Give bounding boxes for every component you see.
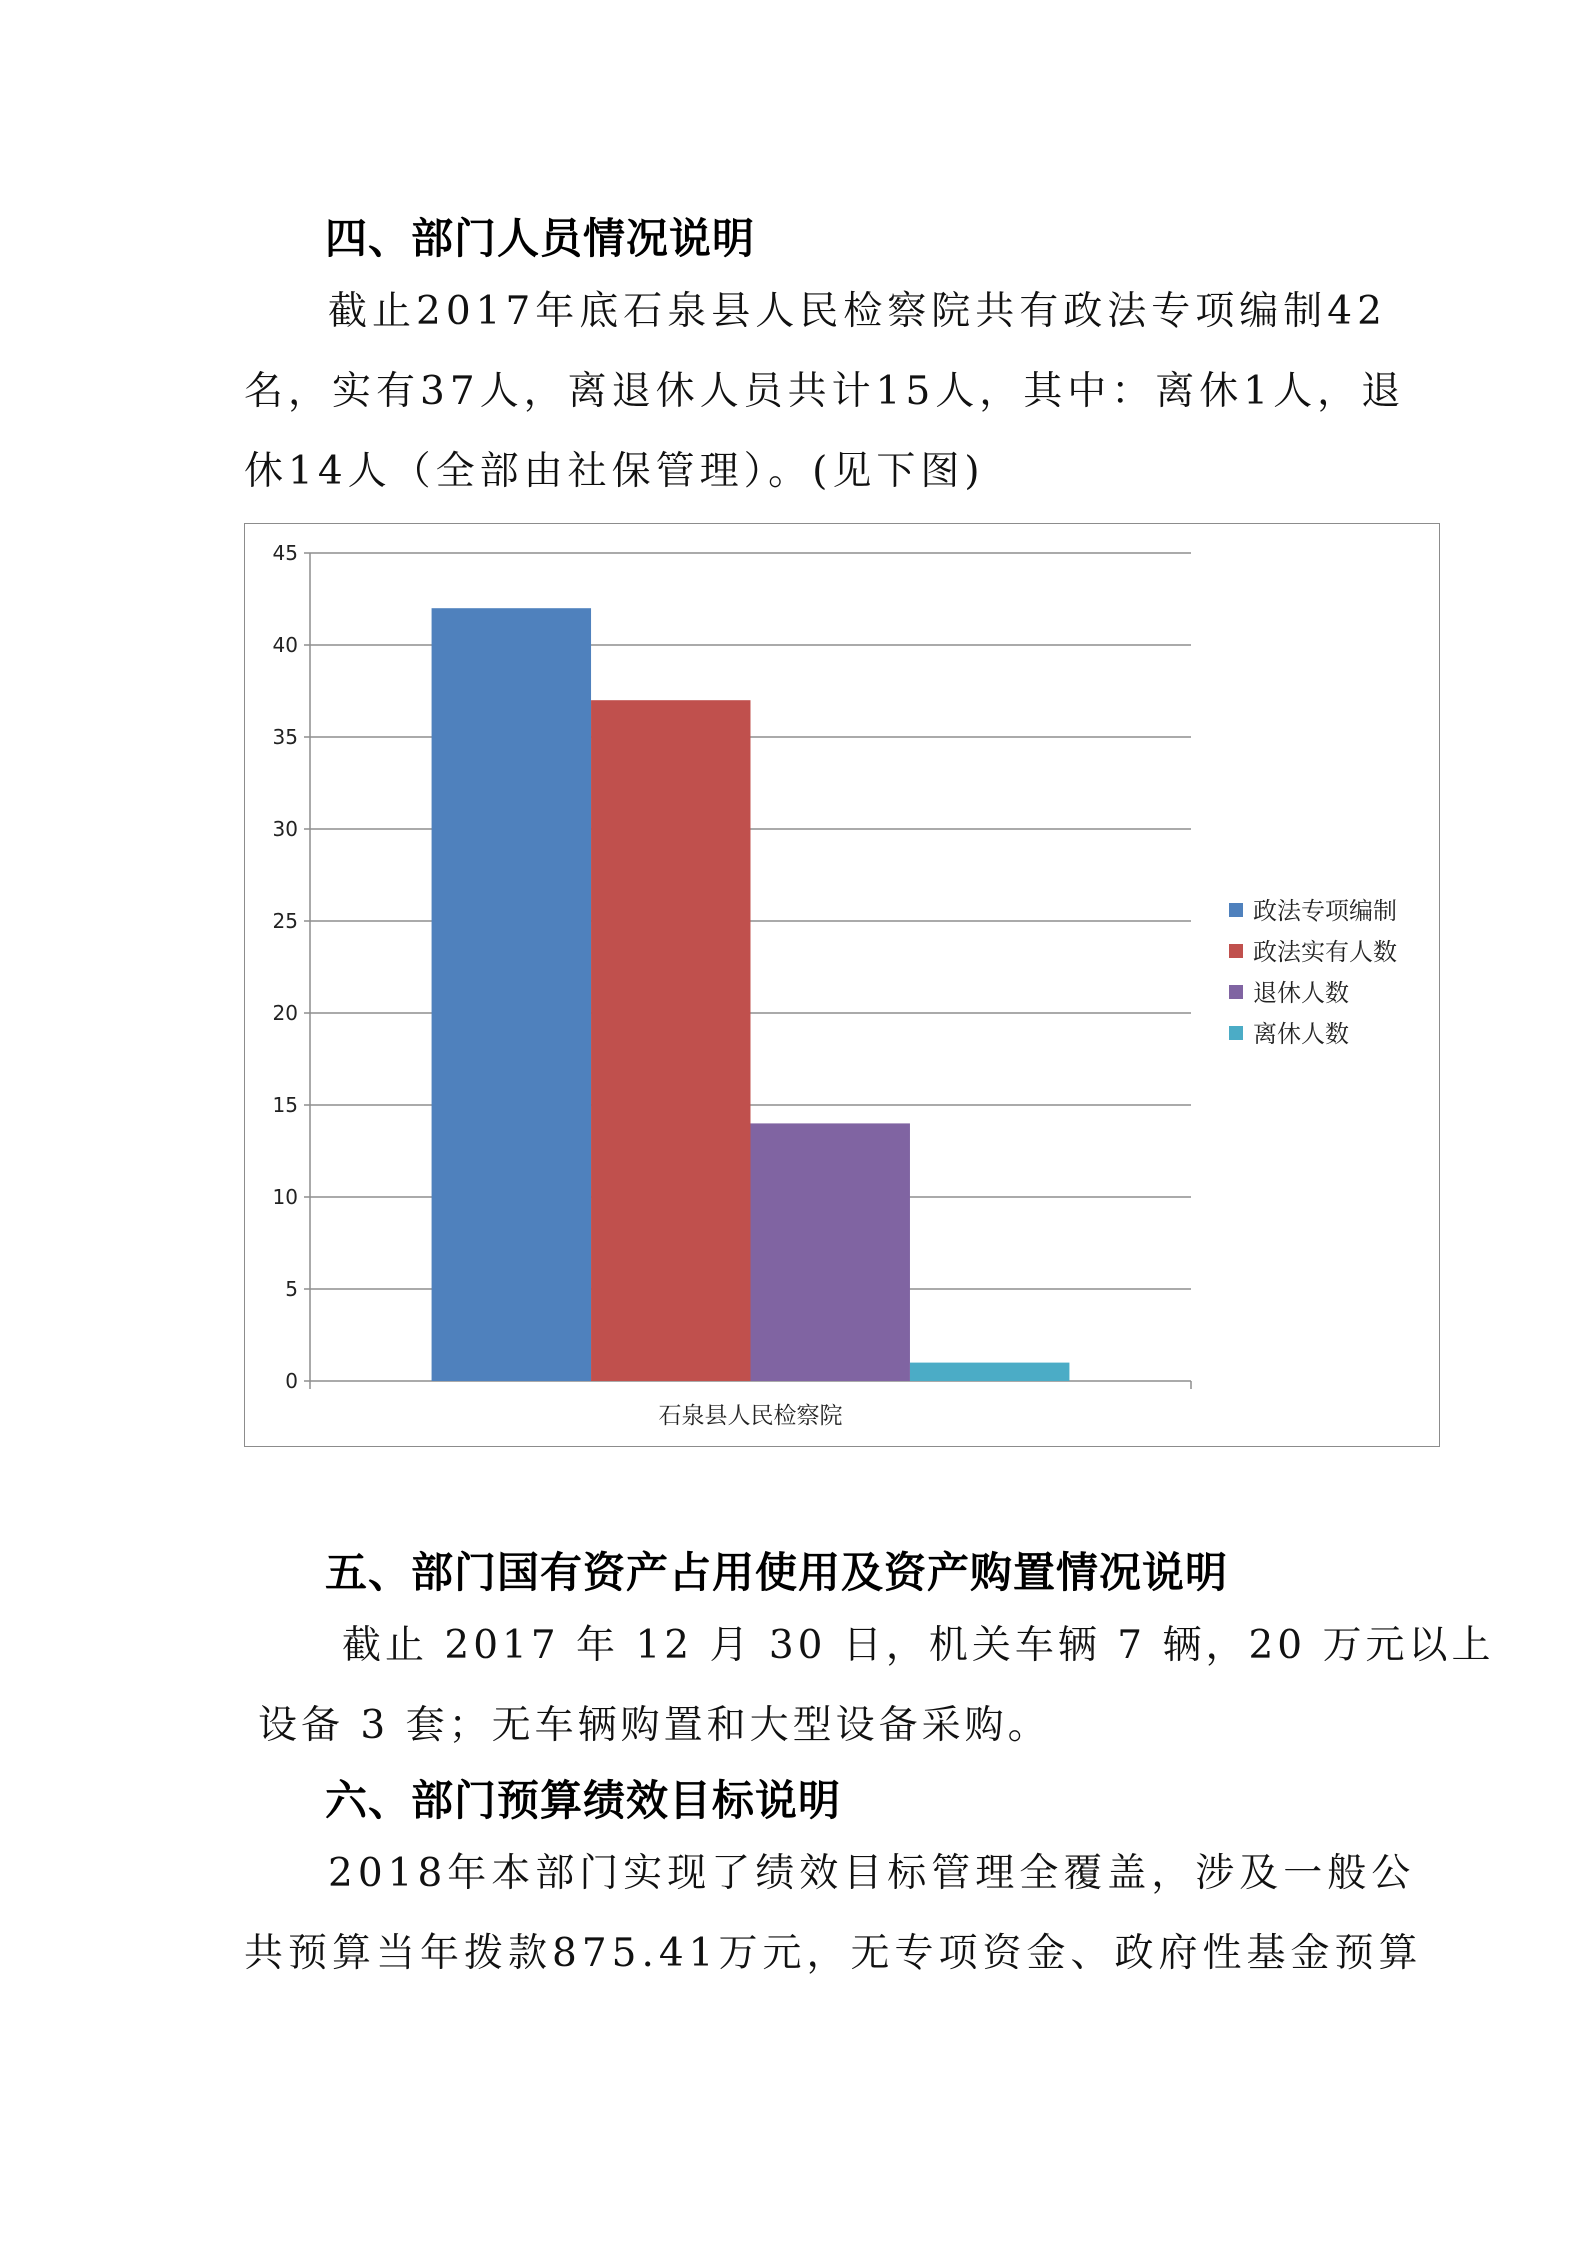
staff-bar-chart: [244, 523, 1440, 1447]
y-tick-label: 0: [285, 1369, 298, 1393]
legend-swatch: [1229, 903, 1243, 917]
legend-swatch: [1229, 1026, 1243, 1040]
y-tick-label: 45: [272, 541, 298, 565]
legend-label: 政法实有人数: [1253, 938, 1397, 966]
paragraph-line: 截止2017年底石泉县人民检察院共有政法专项编制42: [328, 289, 1387, 334]
paragraph-line: 名，实有37人，离退休人员共计15人，其中：离休1人，退: [244, 369, 1406, 414]
legend-label: 退休人数: [1253, 979, 1349, 1007]
y-tick-label: 25: [272, 909, 298, 933]
category-label: 石泉县人民检察院: [658, 1403, 843, 1429]
legend-swatch: [1229, 985, 1243, 999]
bar: [432, 608, 591, 1381]
section-5-heading: 五、部门国有资产占用使用及资产购置情况说明: [325, 1548, 1229, 1597]
section-6-heading: 六、部门预算绩效目标说明: [325, 1776, 842, 1825]
y-tick-label: 10: [272, 1185, 298, 1209]
y-tick-label: 40: [272, 633, 298, 657]
paragraph-line: 休14人（全部由社保管理）。(见下图): [244, 449, 985, 494]
legend-swatch: [1229, 944, 1243, 958]
y-tick-label: 20: [272, 1001, 298, 1025]
y-tick-label: 15: [272, 1093, 298, 1117]
paragraph-line: 设备 3 套；无车辆购置和大型设备采购。: [258, 1703, 1051, 1748]
y-tick-label: 30: [272, 817, 298, 841]
section-5-paragraph: [258, 1606, 1495, 1766]
bar: [591, 700, 750, 1381]
legend-label: 政法专项编制: [1253, 897, 1397, 925]
section-6-paragraph: [244, 1834, 1422, 1994]
paragraph-line: 共预算当年拨款875.41万元，无专项资金、政府性基金预算: [244, 1931, 1423, 1976]
section-4-paragraph: [244, 272, 1405, 512]
section-4-heading: 四、部门人员情况说明: [325, 214, 756, 263]
chart-canvas: [245, 524, 1441, 1448]
legend-label: 离休人数: [1253, 1020, 1349, 1048]
paragraph-line: 2018年本部门实现了绩效目标管理全覆盖，涉及一般公: [328, 1851, 1416, 1896]
y-tick-label: 35: [272, 725, 298, 749]
bar: [751, 1123, 910, 1381]
y-tick-label: 5: [285, 1277, 298, 1301]
paragraph-line: 截止 2017 年 12 月 30 日，机关车辆 7 辆，20 万元以上: [342, 1623, 1495, 1668]
bar: [910, 1363, 1069, 1381]
